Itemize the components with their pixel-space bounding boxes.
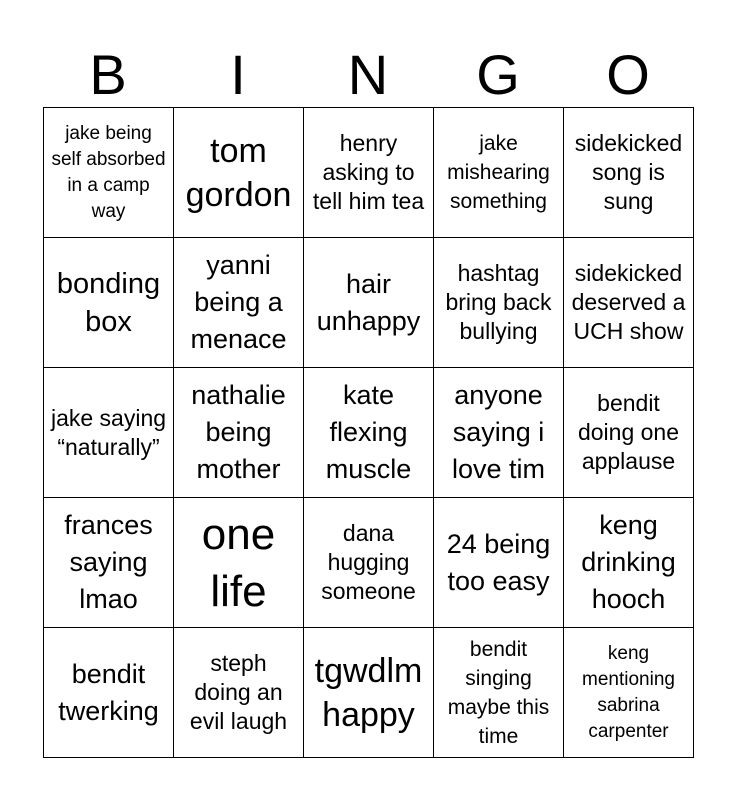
bingo-cell[interactable] <box>174 368 304 498</box>
bingo-cell[interactable] <box>174 238 304 368</box>
cell-text: jake saying “naturally” <box>50 404 167 460</box>
bingo-cell[interactable] <box>564 368 694 498</box>
bingo-cell[interactable] <box>44 628 174 758</box>
cell-text: keng mentioning sabrina carpenter <box>582 642 675 742</box>
bingo-cell[interactable] <box>304 628 434 758</box>
bingo-cell[interactable] <box>304 238 434 368</box>
header-letter-g: G <box>476 43 520 106</box>
bingo-cell[interactable] <box>44 368 174 498</box>
bingo-cell[interactable] <box>434 238 564 368</box>
cell-text: henry asking to tell him tea <box>312 130 425 214</box>
cell-text: dana hugging someone <box>321 520 416 604</box>
cell-text: one life <box>201 509 276 616</box>
cell-text: keng drinking hooch <box>581 510 676 614</box>
cell-text: yanni being a menace <box>190 250 287 354</box>
cell-text: tgwdlm happy <box>314 651 423 734</box>
bingo-cell[interactable] <box>434 628 564 758</box>
cell-text: sidekicked deserved a UCH show <box>571 260 686 344</box>
cell-text: tom gordon <box>185 131 292 214</box>
bingo-cell[interactable] <box>304 368 434 498</box>
cell-text: hair unhappy <box>316 268 421 336</box>
header-letter-i: I <box>230 43 246 106</box>
header-letter-b: B <box>89 43 127 106</box>
cell-text: bendit twerking <box>58 658 159 726</box>
bingo-cell[interactable] <box>434 368 564 498</box>
cell-text: sidekicked song is sung <box>574 130 683 214</box>
cell-text: steph doing an evil laugh <box>189 650 288 734</box>
cell-text: bonding box <box>56 267 161 338</box>
bingo-cell[interactable] <box>564 628 694 758</box>
bingo-cell[interactable] <box>174 498 304 628</box>
header-letter-n: N <box>347 43 389 106</box>
bingo-header <box>43 44 693 106</box>
cell-text: jake mishearing something <box>447 132 550 213</box>
bingo-cell[interactable] <box>564 498 694 628</box>
bingo-cell[interactable] <box>44 238 174 368</box>
header-letter-o: O <box>606 43 650 106</box>
cell-text: hashtag bring back bullying <box>445 260 552 344</box>
bingo-cell[interactable] <box>564 238 694 368</box>
bingo-cell[interactable] <box>564 108 694 238</box>
bingo-cell[interactable] <box>174 108 304 238</box>
bingo-cell[interactable] <box>44 498 174 628</box>
bingo-cell[interactable] <box>174 628 304 758</box>
cell-text: kate flexing muscle <box>325 380 412 484</box>
bingo-cell[interactable] <box>304 498 434 628</box>
cell-text: bendit singing maybe this time <box>447 637 550 748</box>
cell-text: 24 being too easy <box>446 528 551 596</box>
bingo-cell[interactable] <box>434 498 564 628</box>
cell-text: anyone saying i love tim <box>451 380 546 484</box>
cell-text: nathalie being mother <box>191 380 286 484</box>
bingo-cell[interactable] <box>434 108 564 238</box>
bingo-cell[interactable] <box>304 108 434 238</box>
cell-text: bendit doing one applause <box>577 390 680 474</box>
bingo-grid <box>43 107 694 758</box>
cell-text: jake being self absorbed in a camp way <box>51 122 166 222</box>
cell-text: frances saying lmao <box>64 510 153 614</box>
bingo-cell[interactable] <box>44 108 174 238</box>
